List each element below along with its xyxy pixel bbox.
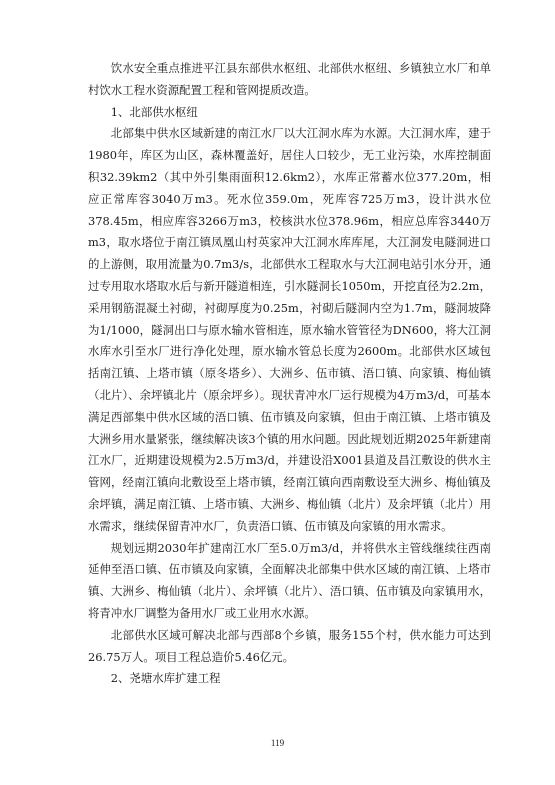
body-text	[88, 58, 491, 690]
page-number: 119	[270, 738, 285, 748]
paragraph-intro: 饮水安全重点推进平江县东部供水枢纽、北部供水枢纽、乡镇独立水厂和单村饮水工程水资源配置工程和管网提质改造。	[88, 61, 491, 97]
section-heading-north-hub: 1、北部供水枢纽	[110, 104, 198, 119]
paragraph-service-summary: 北部供水区域可解决北部与西部8个乡镇，服务155个村，供水能力可达到26.75万人。项目工程总造价5.46亿元。	[88, 627, 491, 664]
paragraph-long-term-plan: 规划远期2030年扩建南江水厂至5.0万m3/d，并将供水主管线继续往西南延伸至浯口镇、伍市镇及向家镇，全面解决北部集中供水区域的南江镇、上塔市镇、大洲乡、梅仙镇（北片）、余坪镇（北片）、浯口镇、伍市镇及向家镇用水，将青冲水厂调整为备用水厂或工业用水水源。	[88, 540, 491, 620]
paragraph-north-hub-details: 北部集中供水区域新建的南江水厂以大江洞水库为水源。大江洞水库，建于1980年，库区为山区，森林覆盖好，居住人口较少，无工业污染，水库控制面积32.39km2（其中外引集雨面积12.6km2），水库正常蓄水位377.20m，相应正常库容3040万m3。死水位359.0m，死库容725万m3，设计洪水位378.45m，相应库容3266万m3，校核洪水位378.96m，相应总库容3440万m3，取水塔位于南江镇凤凰山村英家冲大江洞水库库尾，大江洞发电隧洞进口的上游侧，取用流量为0.7m3/s，北部供水工程取水与大江洞电站引水分开，通过专用取水塔取水后与新开隧道相连，引水隧洞长1050m，开挖直径为2.2m，采用钢筋混凝土衬砌，衬砌厚度为0.25m，衬砌后隧洞内空为1.7m，隧洞坡降为1/1000，隧洞出口与原水输水管相连，原水输水管管径为DN600，将大江洞水库水引至水厂进行净化处理，原水输水管总长度为2600m。北部供水区域包括南江镇、上塔市镇（原冬塔乡）、大洲乡、伍市镇、浯口镇、向家镇、梅仙镇（北片）、余坪镇北片（原余坪乡）。现状青冲水厂运行规模为4万m3/d，可基本满足西部集中供水区域的浯口镇、伍市镇及向家镇，但由于南江镇、上塔市镇及大洲乡用水量紧张，继续解决该3个镇的用水问题。因此规划近期2025年新建南江水厂，近期建设规模为2.5万m3/d，并建设沿X001县道及昌江敷设的供水主管网，经南江镇向北敷设至上塔市镇，经南江镇向西南敷设至大洲乡、梅仙镇及余坪镇，满足南江镇、上塔市镇、大洲乡、梅仙镇（北片）及余坪镇（北片）用水需求，继续保留青冲水厂，负责浯口镇、伍市镇及向家镇的用水需求。	[88, 126, 491, 533]
section-heading-yaotang-reservoir: 2、尧塘水库扩建工程	[110, 671, 221, 686]
